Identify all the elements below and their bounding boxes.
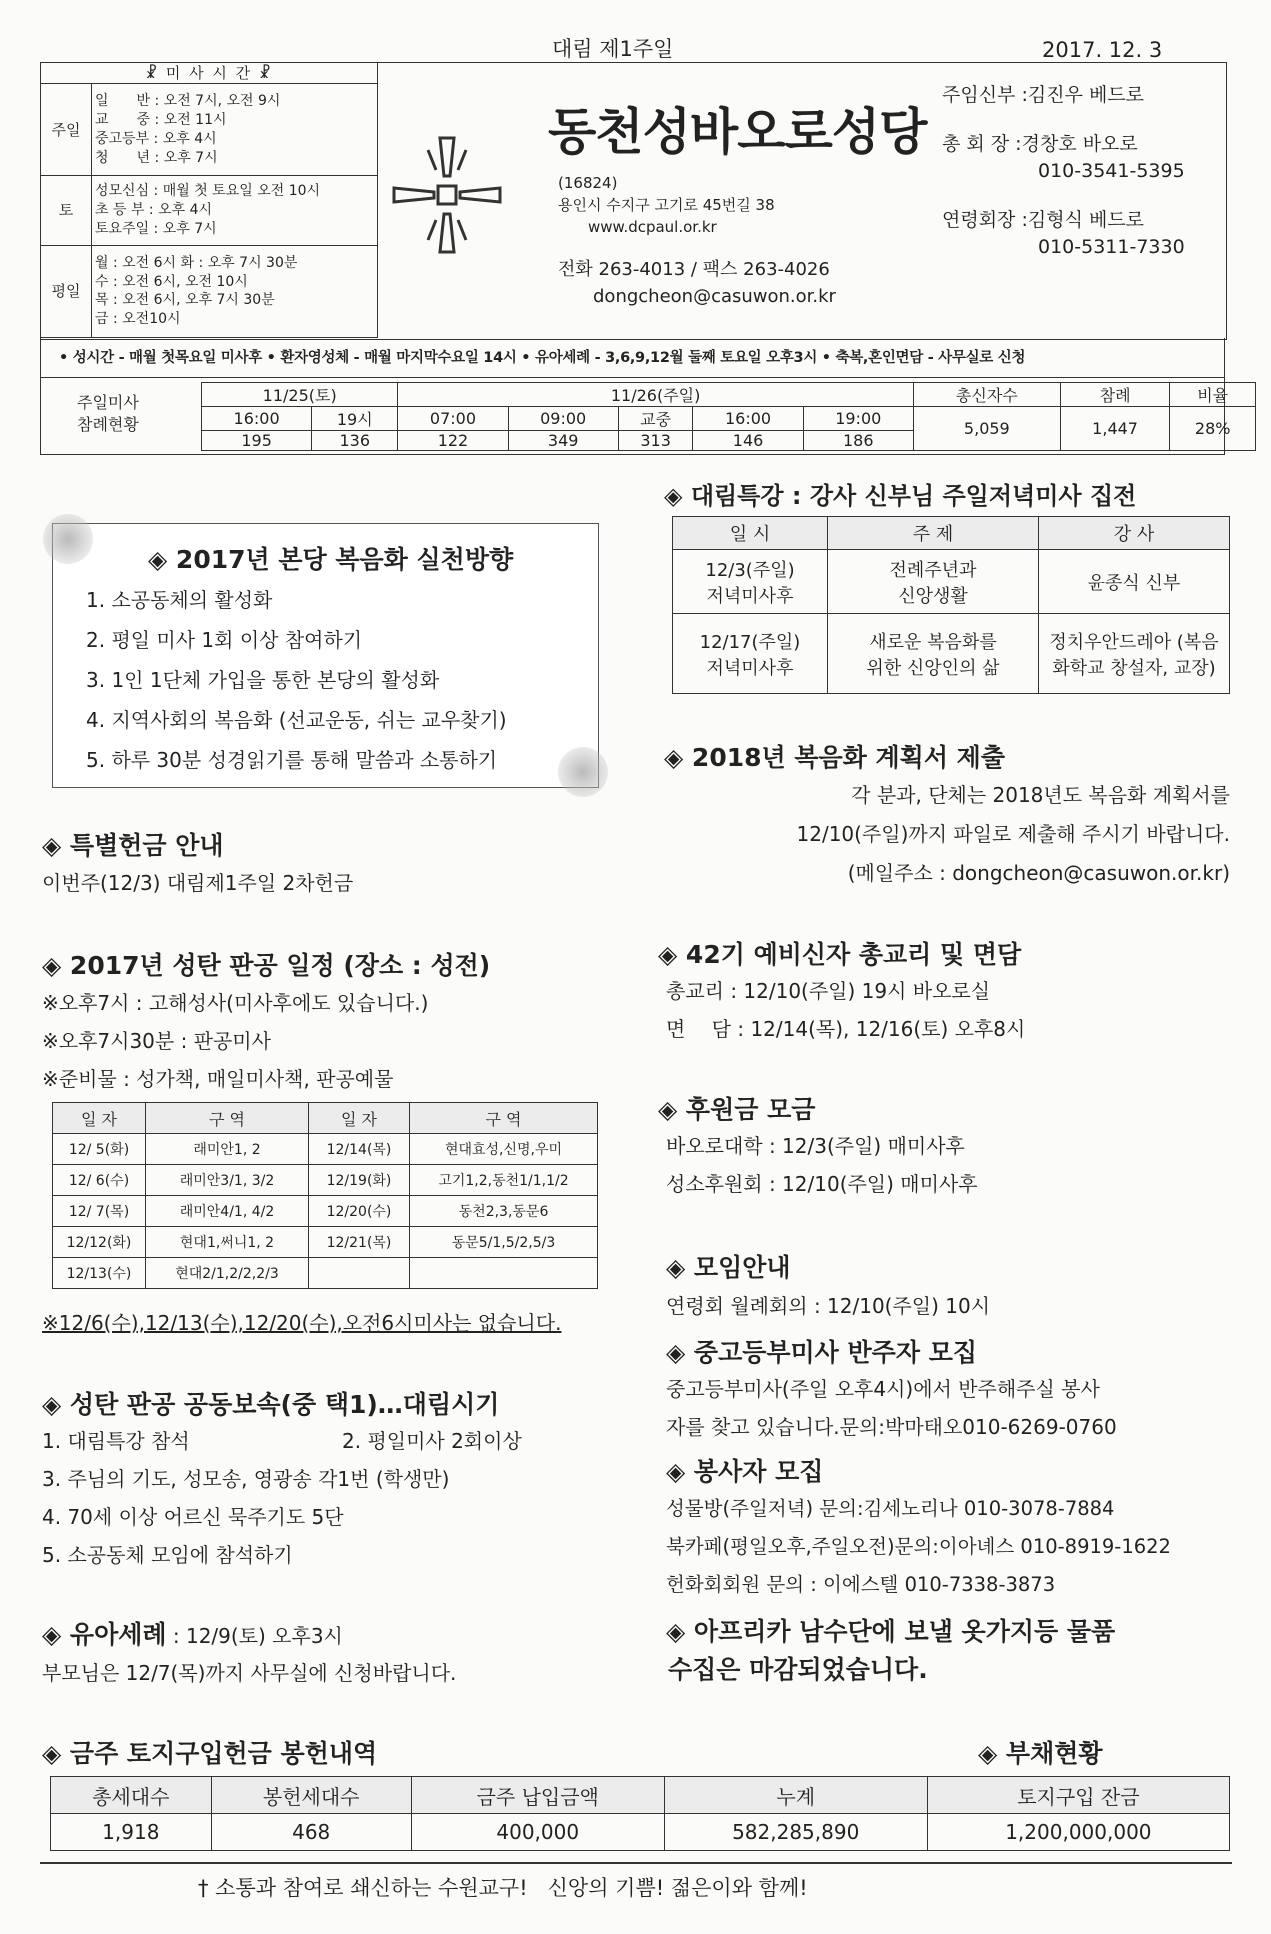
land-fund-table: [50, 1776, 1230, 1851]
attendance-time: 07:00: [398, 407, 508, 431]
catechumen-info: 총교리 : 12/10(주일) 19시 바오로실 면 담 : 12/14(목), 12/16(토) 오후8시: [666, 979, 1026, 1041]
staff-president: 총 회 장 :경창호 바오로: [942, 133, 1138, 155]
footer-slogan: † 소통과 참여로 쇄신하는 수원교구! 신앙의 기쁨! 젊은이와 함께!: [198, 1876, 808, 1900]
debt-status-title: ◈ 부채현황: [978, 1739, 1103, 1768]
col-date-header: 일 자: [53, 1103, 146, 1134]
infant-baptism-text: 부모님은 12/7(목)까지 사무실에 신청바랍니다.: [42, 1661, 457, 1685]
volunteer-info: 성물방(주일저녁) 문의:김세노리나 010-3078-7884 북카페(평일오후,주일오전)문의:이아녜스 010-8919-1622 헌화회회원 문의 : 이에스텔 010-7338-3873: [666, 1497, 1171, 1596]
attendance-count: 146: [693, 431, 803, 451]
attendance-count: 136: [312, 431, 398, 451]
lecture-header-speaker: 강 사: [1039, 517, 1230, 550]
parish-phone: 전화 263-4013 / 팩스 263-4026: [558, 259, 830, 280]
accompanist-info: 중고등부미사(주일 오후4시)에서 반주해주실 봉사 자를 찾고 있습니다.문의:박마태오010-6269-0760: [666, 1377, 1117, 1439]
table-row: 12/17(주일) 저녁미사후 새로운 복음화를 위한 신앙인의 삶 정치우안드레아 (복음화학교 창설자, 교장): [673, 614, 1230, 694]
christmas-confession-title: ◈ 2017년 성탄 판공 일정 (장소 : 성전): [42, 951, 491, 980]
table-row: 12/3(주일) 저녁미사후 전례주년과 신앙생활 윤종식 신부: [673, 550, 1230, 614]
col-area-header: 구 역: [146, 1103, 309, 1134]
confession-schedule-table: [52, 1102, 598, 1289]
goals-title: ◈ 2017년 본당 복음화 실천방향: [148, 545, 514, 574]
parish-name: 동천성바오로성당: [548, 103, 927, 161]
parish-phone-block: [558, 256, 836, 310]
land-header: 금주 납입금액: [411, 1777, 664, 1814]
infant-baptism-title: ◈ 유아세례: [42, 1620, 167, 1649]
mass-weekday-times: 월 : 오전 6시 화 : 오후 7시 30분 수 : 오전 6시, 오전 10시 목 : 오전 6시, 오후 7시 30분 금 : 오전10시: [92, 245, 378, 337]
attendance-label: 주일미사 참례현황: [77, 393, 139, 434]
table-row: 12/12(화) 현대1,써니1, 2 12/21(목) 동문5/1,5/2,5/3: [53, 1227, 598, 1258]
goal-item: 5. 하루 30분 성경읽기를 통해 말씀과 소통하기: [86, 748, 498, 772]
special-offering-text: 이번주(12/3) 대림제1주일 2차헌금: [42, 871, 354, 895]
table-row: 12/13(수) 현대2/1,2/2,2/3: [53, 1258, 598, 1289]
land-header: 봉헌세대수: [211, 1777, 411, 1814]
attendance-header-total: 총신자수: [913, 383, 1060, 407]
donation-title: ◈ 후원금 모금: [658, 1095, 816, 1124]
mass-sunday-times: 일 반 : 오전 7시, 오전 9시 교 중 : 오전 11시 중고등부 : 오후 4시 청 년 : 오후 7시: [92, 84, 378, 176]
attendance-count: 122: [398, 431, 508, 451]
africa-donation-notice: ◈ 아프리카 남수단에 보낼 옷가지등 물품 수집은 마감되었습니다.: [666, 1617, 1116, 1684]
attendance-header-attend: 참례: [1060, 383, 1170, 407]
staff-president-phone: 010-3541-5395: [1038, 160, 1185, 182]
table-row: 12/ 6(수) 래미안3/1, 3/2 12/19(화) 고기1,2,동천1/1,1/2: [53, 1165, 598, 1196]
christmas-confession-info: ※오후7시 : 고해성사(미사후에도 있습니다.) ※오후7시30분 : 판공미사 ※준비물 : 성가책, 매일미사책, 판공예물: [42, 991, 429, 1091]
attendance-time: 16:00: [693, 407, 803, 431]
attendance-time: 19:00: [803, 407, 913, 431]
penance-item: 2. 평일미사 2회이상: [342, 1429, 522, 1453]
mass-schedule-table: [40, 62, 378, 338]
attendance-count: 313: [618, 431, 693, 451]
attendance-total: 5,059: [913, 407, 1060, 451]
mass-day-saturday: 토: [41, 176, 92, 245]
liturgical-week: 대림 제1주일: [552, 37, 674, 61]
attendance-count: 195: [202, 431, 312, 451]
land-header: 총세대수: [51, 1777, 212, 1814]
no-mass-notice: ※12/6(수),12/13(수),12/20(수),오전6시미사는 없습니다.: [42, 1311, 562, 1335]
mass-day-sunday: 주일: [41, 84, 92, 176]
staff-list: [942, 82, 1185, 261]
land-fund-title: ◈ 금주 토지구입헌금 봉헌내역: [42, 1739, 378, 1768]
goal-item: 1. 소공동체의 활성화: [86, 588, 273, 612]
land-header: 토지구입 잔금: [927, 1777, 1229, 1814]
col-area-header: 구 역: [410, 1103, 598, 1134]
attendance-time: 교중: [618, 407, 693, 431]
attendance-count: 349: [508, 431, 618, 451]
penance-list: [42, 1422, 612, 1574]
parish-email: dongcheon@casuwon.or.kr: [593, 286, 836, 307]
penance-item: 1. 대림특강 참석: [42, 1429, 190, 1453]
evangelization-goals-box: [52, 523, 599, 788]
parish-contact: [558, 172, 775, 238]
attendance-date-sat: 11/25(토): [202, 383, 398, 407]
parish-website: www.dcpaul.or.kr: [588, 218, 717, 236]
decoration-icon: [558, 747, 608, 797]
col-date-header: 일 자: [309, 1103, 410, 1134]
bulletin-date: 2017. 12. 3: [1042, 38, 1163, 62]
staff-pastor: 주임신부 :김진우 베드로: [942, 84, 1145, 106]
lecture-header-date: 일 시: [673, 517, 828, 550]
advent-lecture-table: [672, 516, 1230, 694]
catechumen-title: ◈ 42기 예비신자 총교리 및 면담: [658, 940, 1022, 969]
meeting-title: ◈ 모임안내: [666, 1253, 791, 1282]
goal-item: 2. 평일 미사 1회 이상 참여하기: [86, 628, 363, 652]
penance-item: 3. 주님의 기도, 성모송, 영광송 각1번 (학생만): [42, 1467, 450, 1491]
accompanist-title: ◈ 중고등부미사 반주자 모집: [666, 1338, 977, 1367]
mass-saturday-times: 성모신심 : 매월 첫 토요일 오전 10시 초 등 부 : 오후 4시 토요주일 : 오후 7시: [92, 176, 378, 245]
infant-baptism-heading: [42, 1615, 343, 1651]
attendance-time: 09:00: [508, 407, 618, 431]
parish-postal: (16824): [558, 174, 618, 192]
infant-baptism-time: : 12/9(토) 오후3시: [166, 1624, 343, 1648]
table-row: 1,918 468 400,000 582,285,890 1,200,000,000: [51, 1814, 1230, 1851]
goal-item: 4. 지역사회의 복음화 (선교운동, 쉬는 교우찾기): [86, 708, 507, 732]
land-header: 누계: [664, 1777, 927, 1814]
cross-logo-icon: [388, 130, 506, 260]
advent-lecture-title: ◈ 대림특강 : 강사 신부님 주일저녁미사 집전: [664, 482, 1137, 510]
penance-item: 4. 70세 이상 어르신 묵주기도 5단: [42, 1505, 344, 1529]
parish-address: 용인시 수지구 고기로 45번길 38: [558, 196, 775, 214]
donation-info: 바오로대학 : 12/3(주일) 매미사후 성소후원회 : 12/10(주일) 매미사후: [666, 1134, 978, 1196]
table-row: 12/ 5(화) 래미안1, 2 12/14(목) 현대효성,신명,우미: [53, 1134, 598, 1165]
parish-notice-bar: • 성시간 - 매월 첫목요일 미사후 • 환자영성체 - 매월 마지막수요일 14시 • 유아세례 - 3,6,9,12월 둘째 토요일 오후3시 • 축복,혼인면담 - 사무실로 신청: [40, 338, 1225, 378]
table-row: 12/ 7(목) 래미안4/1, 4/2 12/20(수) 동천2,3,동문6: [53, 1196, 598, 1227]
meeting-info: 연령회 월례회의 : 12/10(주일) 10시: [666, 1294, 991, 1318]
staff-funeral-head: 연령회장 :김형식 베드로: [942, 209, 1145, 231]
special-offering-title: ◈ 특별헌금 안내: [42, 831, 224, 860]
penance-item: 5. 소공동체 모임에 참석하기: [42, 1543, 293, 1567]
mass-day-weekday: 평일: [41, 245, 92, 337]
footer-divider: [40, 1862, 1232, 1864]
lecture-header-topic: 주 제: [828, 517, 1039, 550]
attendance-table: [201, 382, 1256, 451]
volunteer-title: ◈ 봉사자 모집: [666, 1457, 824, 1486]
attendance-ratio: 28%: [1170, 407, 1256, 451]
attendance-header-ratio: 비율: [1170, 383, 1256, 407]
goal-item: 3. 1인 1단체 가입을 통한 본당의 활성화: [86, 668, 440, 692]
attendance-count: 186: [803, 431, 913, 451]
staff-funeral-phone: 010-5311-7330: [1038, 236, 1185, 258]
attendance-box: [40, 378, 1231, 455]
decoration-icon: [43, 514, 93, 564]
attendance-time: 16:00: [202, 407, 312, 431]
goals-list: [86, 580, 507, 780]
plan-2018-title: ◈ 2018년 복음화 계획서 제출: [664, 743, 1005, 772]
attendance-date-sun: 11/26(주일): [398, 383, 913, 407]
attendance-time: 19시: [312, 407, 398, 431]
plan-2018-text: 각 분과, 단체는 2018년도 복음화 계획서를 12/10(주일)까지 파일로 제출해 주시기 바랍니다. (메일주소 : dongcheon@casuwon.or.kr): [796, 783, 1230, 885]
mass-schedule-title: ☧ 미 사 시 간 ☧: [41, 63, 378, 84]
attendance-attended: 1,447: [1060, 407, 1170, 451]
penance-title: ◈ 성탄 판공 공동보속(중 택1)…대림시기: [42, 1390, 500, 1419]
